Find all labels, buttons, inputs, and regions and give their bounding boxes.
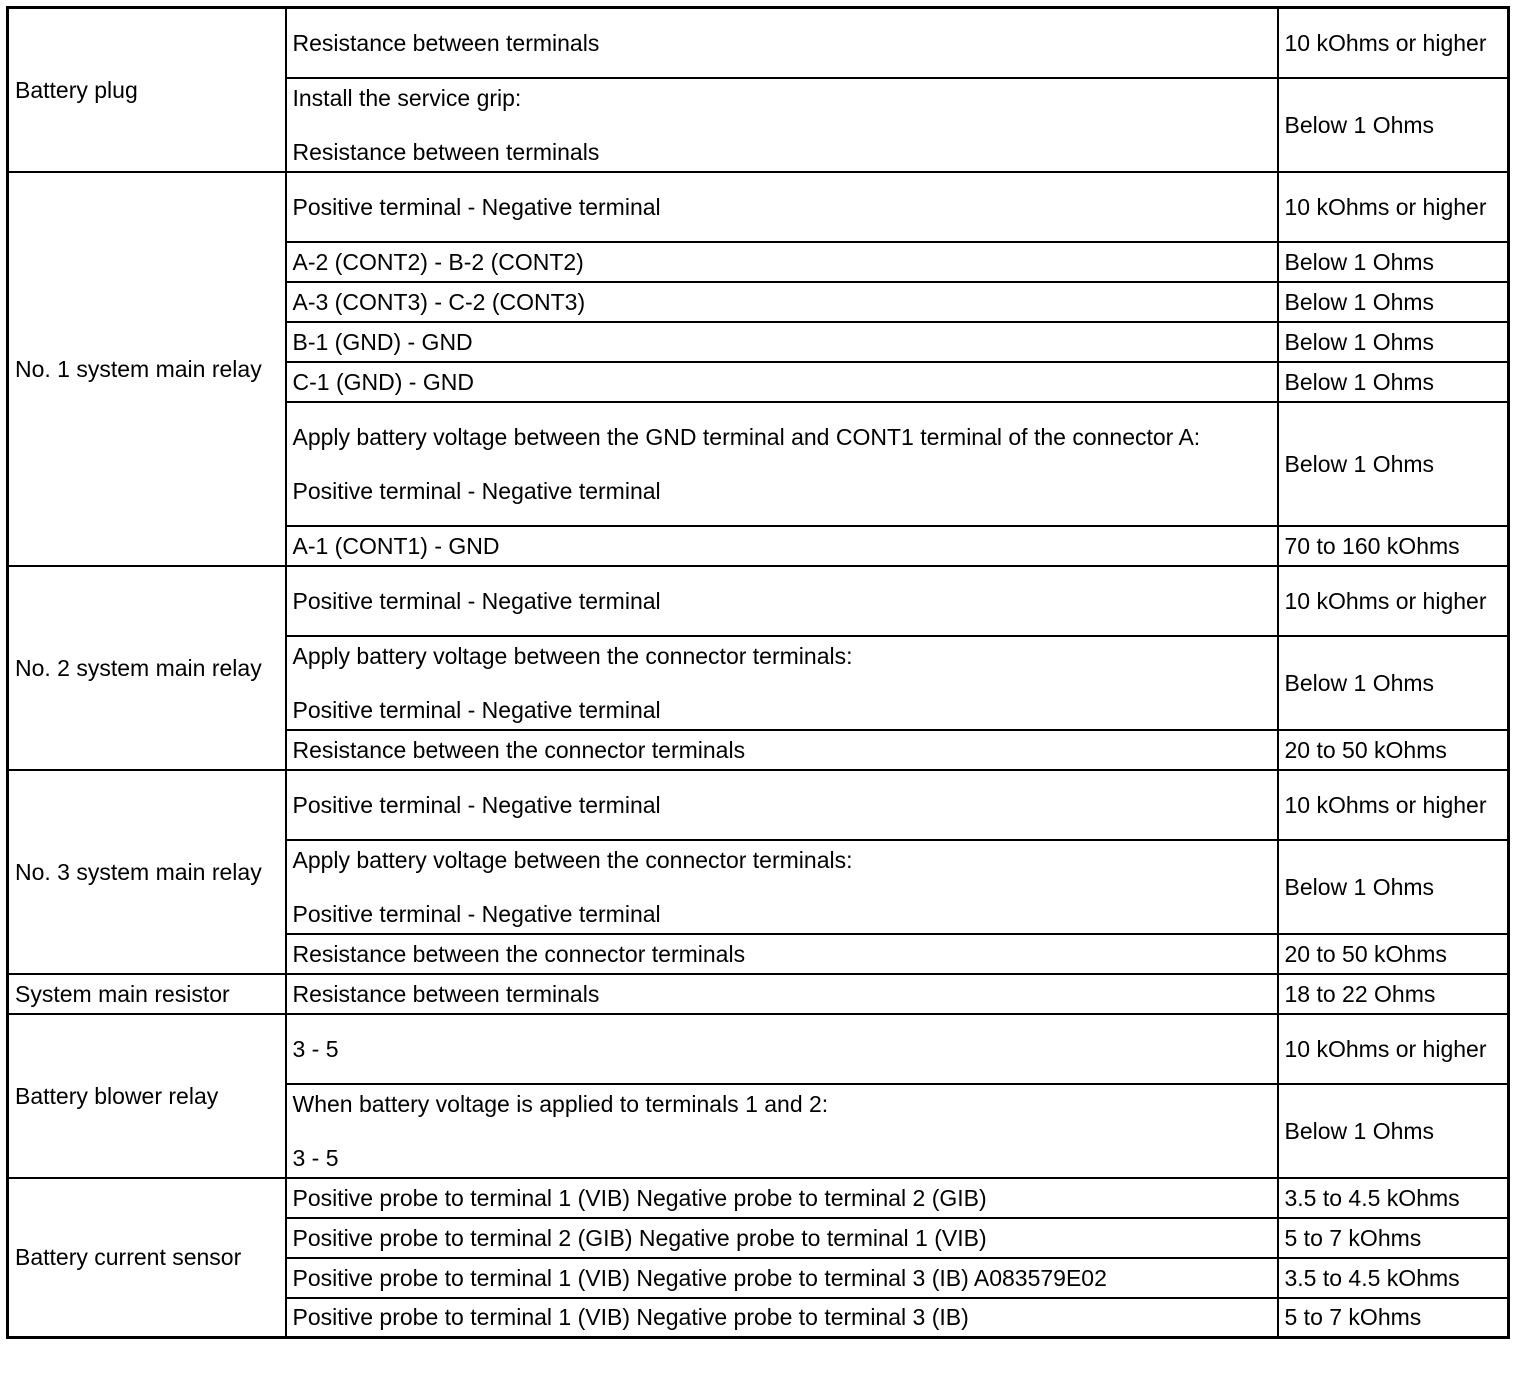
component-cell: Battery blower relay bbox=[8, 1014, 286, 1178]
condition-cell bbox=[286, 636, 1278, 730]
condition-line: Resistance between terminals bbox=[292, 138, 600, 165]
condition-cell: B-1 (GND) - GND bbox=[286, 322, 1278, 362]
spec-cell: 20 to 50 kOhms bbox=[1278, 934, 1509, 974]
component-cell: No. 3 system main relay bbox=[8, 770, 286, 974]
condition-cell: Positive probe to terminal 1 (VIB) Negative probe to terminal 3 (IB) A083579E02 bbox=[286, 1258, 1278, 1298]
condition-cell: Positive terminal - Negative terminal bbox=[286, 172, 1278, 242]
condition-cell: 3 - 5 bbox=[286, 1014, 1278, 1084]
condition-line: Apply battery voltage between the connector terminals: bbox=[292, 846, 853, 873]
table-row bbox=[8, 8, 1509, 78]
spec-cell: 10 kOhms or higher bbox=[1278, 172, 1509, 242]
spec-cell: Below 1 Ohms bbox=[1278, 636, 1509, 730]
spec-cell: Below 1 Ohms bbox=[1278, 840, 1509, 934]
spec-cell: 5 to 7 kOhms bbox=[1278, 1218, 1509, 1258]
condition-cell: Resistance between terminals bbox=[286, 974, 1278, 1014]
condition-cell: Positive terminal - Negative terminal bbox=[286, 770, 1278, 840]
spec-cell: 5 to 7 kOhms bbox=[1278, 1298, 1509, 1338]
condition-line: Positive terminal - Negative terminal bbox=[292, 696, 661, 723]
condition-line: 3 - 5 bbox=[292, 1144, 339, 1171]
spec-cell: Below 1 Ohms bbox=[1278, 242, 1509, 282]
table-row bbox=[8, 770, 1509, 840]
condition-line: Positive terminal - Negative terminal bbox=[292, 477, 661, 504]
spec-cell: 10 kOhms or higher bbox=[1278, 1014, 1509, 1084]
spec-cell: 10 kOhms or higher bbox=[1278, 770, 1509, 840]
condition-cell bbox=[286, 78, 1278, 172]
condition-cell: Resistance between the connector terminals bbox=[286, 934, 1278, 974]
spec-cell: 18 to 22 Ohms bbox=[1278, 974, 1509, 1014]
condition-cell: Resistance between terminals bbox=[286, 8, 1278, 78]
spec-cell: Below 1 Ohms bbox=[1278, 1084, 1509, 1178]
condition-line: Positive terminal - Negative terminal bbox=[292, 900, 661, 927]
component-cell: Battery plug bbox=[8, 8, 286, 172]
condition-cell: Resistance between the connector terminals bbox=[286, 730, 1278, 770]
condition-cell bbox=[286, 402, 1278, 526]
condition-cell: A-3 (CONT3) - C-2 (CONT3) bbox=[286, 282, 1278, 322]
table-row bbox=[8, 172, 1509, 242]
spec-cell: 3.5 to 4.5 kOhms bbox=[1278, 1258, 1509, 1298]
component-cell: No. 2 system main relay bbox=[8, 566, 286, 770]
component-cell: System main resistor bbox=[8, 974, 286, 1014]
condition-line: Apply battery voltage between the connector terminals: bbox=[292, 642, 853, 669]
component-cell: No. 1 system main relay bbox=[8, 172, 286, 566]
condition-cell: Positive terminal - Negative terminal bbox=[286, 566, 1278, 636]
spec-cell: 20 to 50 kOhms bbox=[1278, 730, 1509, 770]
spec-cell: 3.5 to 4.5 kOhms bbox=[1278, 1178, 1509, 1218]
table-row bbox=[8, 1178, 1509, 1218]
table-row bbox=[8, 1014, 1509, 1084]
condition-cell: Positive probe to terminal 2 (GIB) Negative probe to terminal 1 (VIB) bbox=[286, 1218, 1278, 1258]
condition-cell bbox=[286, 1084, 1278, 1178]
spec-cell: Below 1 Ohms bbox=[1278, 282, 1509, 322]
spec-cell: Below 1 Ohms bbox=[1278, 322, 1509, 362]
condition-cell: A-1 (CONT1) - GND bbox=[286, 526, 1278, 566]
condition-cell: Positive probe to terminal 1 (VIB) Negative probe to terminal 2 (GIB) bbox=[286, 1178, 1278, 1218]
spec-cell: 10 kOhms or higher bbox=[1278, 566, 1509, 636]
spec-cell: 70 to 160 kOhms bbox=[1278, 526, 1509, 566]
table-row bbox=[8, 566, 1509, 636]
condition-cell: Positive probe to terminal 1 (VIB) Negative probe to terminal 3 (IB) bbox=[286, 1298, 1278, 1338]
table-row bbox=[8, 974, 1509, 1014]
condition-line: Install the service grip: bbox=[292, 84, 522, 111]
spec-cell: Below 1 Ohms bbox=[1278, 362, 1509, 402]
spec-cell: Below 1 Ohms bbox=[1278, 402, 1509, 526]
inspection-spec-table bbox=[6, 6, 1510, 1339]
condition-line: When battery voltage is applied to terminals 1 and 2: bbox=[292, 1090, 829, 1117]
spec-cell: Below 1 Ohms bbox=[1278, 78, 1509, 172]
condition-cell bbox=[286, 840, 1278, 934]
condition-cell: C-1 (GND) - GND bbox=[286, 362, 1278, 402]
condition-line: Apply battery voltage between the GND terminal and CONT1 terminal of the connector A: bbox=[292, 423, 1201, 450]
spec-cell: 10 kOhms or higher bbox=[1278, 8, 1509, 78]
component-cell: Battery current sensor bbox=[8, 1178, 286, 1338]
condition-cell: A-2 (CONT2) - B-2 (CONT2) bbox=[286, 242, 1278, 282]
